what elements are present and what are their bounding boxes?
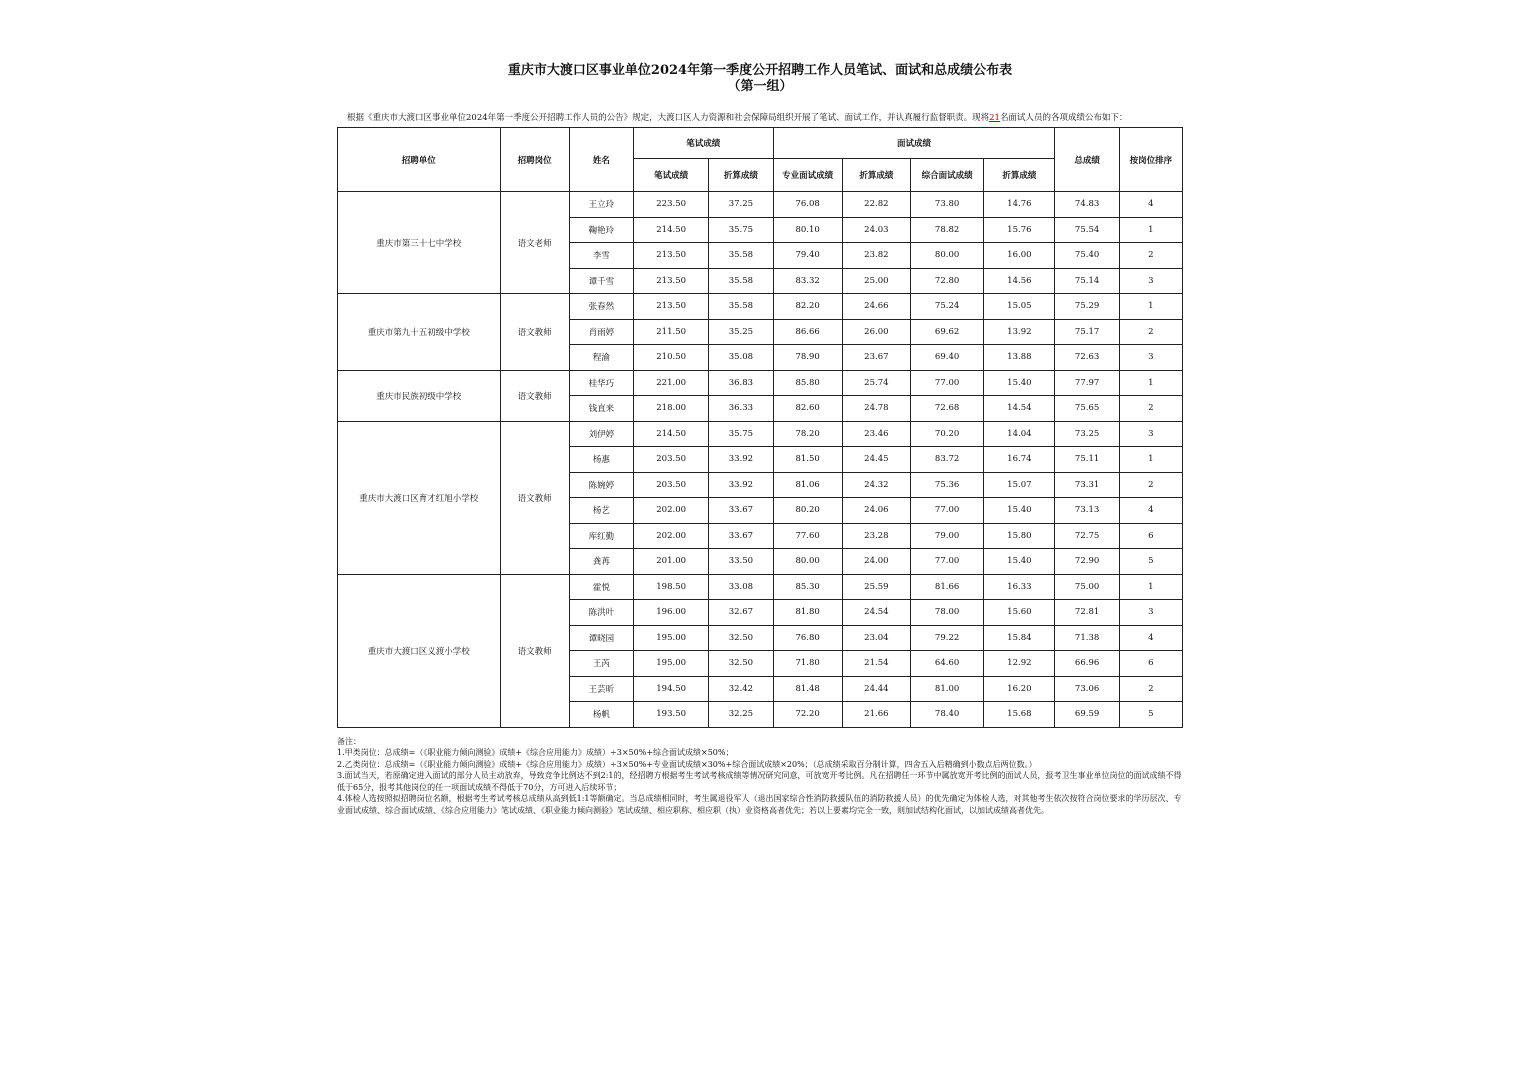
cell-prof-interview: 82.20 <box>773 294 842 320</box>
cell-written-score: 223.50 <box>634 192 709 218</box>
cell-unit: 重庆市大渡口区义渡小学校 <box>338 574 501 727</box>
notes-heading: 备注： <box>337 736 361 746</box>
cell-prof-interview: 77.60 <box>773 523 842 549</box>
cell-total: 77.97 <box>1055 370 1119 396</box>
cell-written-score: 210.50 <box>634 345 709 371</box>
table-row <box>338 574 1183 600</box>
cell-prof-interview: 81.48 <box>773 676 842 702</box>
header-total: 总成绩 <box>1055 128 1119 192</box>
cell-written-score: 214.50 <box>634 421 709 447</box>
cell-name: 谭晓园 <box>569 625 633 651</box>
cell-comp-interview: 83.72 <box>910 447 983 473</box>
document <box>337 62 1183 816</box>
cell-comp-interview: 69.62 <box>910 319 983 345</box>
results-table <box>337 127 1183 728</box>
cell-rank: 2 <box>1119 243 1182 269</box>
cell-unit: 重庆市第三十七中学校 <box>338 192 501 294</box>
cell-comp-interview: 77.00 <box>910 370 983 396</box>
document-subtitle: （第一组） <box>727 79 793 94</box>
cell-rank: 5 <box>1119 702 1182 728</box>
cell-written-score: 198.50 <box>634 574 709 600</box>
table-row <box>338 294 1183 320</box>
cell-comp-interview: 75.36 <box>910 472 983 498</box>
cell-written-score: 213.50 <box>634 243 709 269</box>
header-unit: 招聘单位 <box>338 128 501 192</box>
cell-written-score: 202.00 <box>634 498 709 524</box>
intro-paragraph <box>337 112 1183 124</box>
header-post: 招聘岗位 <box>500 128 569 192</box>
cell-written-converted: 33.92 <box>709 447 773 473</box>
table-row <box>338 192 1183 218</box>
cell-comp-interview: 72.80 <box>910 268 983 294</box>
cell-written-converted: 35.25 <box>709 319 773 345</box>
note-item: 2.乙类岗位：总成绩=（《职业能力倾向测验》成绩+《综合应用能力》成绩）÷3×50%+专业面试成绩×30%+综合面试成绩×20%；（总成绩采取百分制计算，四舍五入后精确到小数点后两位数。） <box>337 759 1037 769</box>
cell-rank: 4 <box>1119 498 1182 524</box>
cell-written-score: 214.50 <box>634 217 709 243</box>
cell-comp-converted: 12.92 <box>984 651 1055 677</box>
table-row <box>338 421 1183 447</box>
cell-comp-interview: 75.24 <box>910 294 983 320</box>
cell-prof-converted: 24.06 <box>842 498 910 524</box>
cell-written-converted: 35.58 <box>709 243 773 269</box>
cell-written-score: 193.50 <box>634 702 709 728</box>
cell-comp-converted: 15.40 <box>984 370 1055 396</box>
header-name: 姓名 <box>569 128 633 192</box>
cell-written-converted: 32.67 <box>709 600 773 626</box>
cell-name: 张春然 <box>569 294 633 320</box>
cell-comp-converted: 14.76 <box>984 192 1055 218</box>
cell-prof-interview: 83.32 <box>773 268 842 294</box>
cell-post: 语文教师 <box>500 421 569 574</box>
cell-written-converted: 32.42 <box>709 676 773 702</box>
cell-written-converted: 32.25 <box>709 702 773 728</box>
cell-prof-converted: 24.44 <box>842 676 910 702</box>
cell-rank: 1 <box>1119 217 1182 243</box>
cell-name: 王立玲 <box>569 192 633 218</box>
cell-comp-interview: 81.00 <box>910 676 983 702</box>
intro-text-after: 名面试人员的各项成绩公布如下： <box>999 113 1128 123</box>
cell-name: 陈洪叶 <box>569 600 633 626</box>
cell-written-score: 221.00 <box>634 370 709 396</box>
cell-unit: 重庆市大渡口区育才红旭小学校 <box>338 421 501 574</box>
cell-comp-converted: 15.80 <box>984 523 1055 549</box>
cell-prof-interview: 81.80 <box>773 600 842 626</box>
cell-rank: 3 <box>1119 345 1182 371</box>
cell-written-score: 203.50 <box>634 447 709 473</box>
cell-prof-converted: 26.00 <box>842 319 910 345</box>
cell-name: 肖雨婷 <box>569 319 633 345</box>
cell-rank: 2 <box>1119 396 1182 422</box>
header-written-converted: 折算成绩 <box>709 159 773 192</box>
cell-comp-converted: 15.40 <box>984 498 1055 524</box>
cell-written-score: 203.50 <box>634 472 709 498</box>
cell-prof-converted: 23.67 <box>842 345 910 371</box>
cell-total: 72.81 <box>1055 600 1119 626</box>
cell-rank: 6 <box>1119 523 1182 549</box>
cell-written-converted: 33.67 <box>709 523 773 549</box>
cell-comp-converted: 13.88 <box>984 345 1055 371</box>
cell-rank: 3 <box>1119 600 1182 626</box>
cell-total: 66.96 <box>1055 651 1119 677</box>
cell-prof-converted: 23.04 <box>842 625 910 651</box>
cell-rank: 4 <box>1119 625 1182 651</box>
cell-name: 李雪 <box>569 243 633 269</box>
cell-comp-converted: 15.40 <box>984 549 1055 575</box>
cell-prof-interview: 79.40 <box>773 243 842 269</box>
cell-name: 霍悦 <box>569 574 633 600</box>
cell-comp-converted: 15.68 <box>984 702 1055 728</box>
cell-written-converted: 33.50 <box>709 549 773 575</box>
header-comp-interview: 综合面试成绩 <box>910 159 983 192</box>
cell-comp-interview: 79.00 <box>910 523 983 549</box>
cell-prof-converted: 24.45 <box>842 447 910 473</box>
cell-written-score: 201.00 <box>634 549 709 575</box>
intro-count-highlight: 21 <box>989 113 1000 123</box>
cell-rank: 5 <box>1119 549 1182 575</box>
intro-text-before: 根据《重庆市大渡口区事业单位2024年第一季度公开招聘工作人员的公告》规定，大渡口区人力资源和社会保障局组织开展了笔试、面试工作，并认真履行监督职责。现将 <box>347 113 990 123</box>
cell-prof-converted: 25.59 <box>842 574 910 600</box>
cell-written-converted: 33.92 <box>709 472 773 498</box>
cell-prof-converted: 22.82 <box>842 192 910 218</box>
cell-name: 杨艺 <box>569 498 633 524</box>
cell-post: 语文教师 <box>500 294 569 371</box>
cell-comp-converted: 14.54 <box>984 396 1055 422</box>
header-written-group: 笔试成绩 <box>634 128 773 159</box>
cell-comp-converted: 16.33 <box>984 574 1055 600</box>
cell-prof-converted: 23.82 <box>842 243 910 269</box>
cell-comp-converted: 14.56 <box>984 268 1055 294</box>
cell-comp-converted: 16.74 <box>984 447 1055 473</box>
cell-rank: 6 <box>1119 651 1182 677</box>
cell-written-score: 213.50 <box>634 294 709 320</box>
cell-total: 75.29 <box>1055 294 1119 320</box>
cell-name: 程渝 <box>569 345 633 371</box>
cell-prof-interview: 76.80 <box>773 625 842 651</box>
cell-written-score: 213.50 <box>634 268 709 294</box>
cell-comp-converted: 15.76 <box>984 217 1055 243</box>
cell-written-score: 195.00 <box>634 625 709 651</box>
cell-comp-interview: 78.82 <box>910 217 983 243</box>
cell-name: 杨惠 <box>569 447 633 473</box>
cell-prof-interview: 76.08 <box>773 192 842 218</box>
cell-written-converted: 33.67 <box>709 498 773 524</box>
cell-rank: 1 <box>1119 294 1182 320</box>
cell-prof-interview: 85.30 <box>773 574 842 600</box>
cell-total: 73.13 <box>1055 498 1119 524</box>
cell-comp-interview: 72.68 <box>910 396 983 422</box>
cell-prof-converted: 25.74 <box>842 370 910 396</box>
cell-total: 75.40 <box>1055 243 1119 269</box>
cell-unit: 重庆市第九十五初级中学校 <box>338 294 501 371</box>
cell-total: 72.63 <box>1055 345 1119 371</box>
cell-prof-interview: 80.00 <box>773 549 842 575</box>
cell-prof-converted: 24.03 <box>842 217 910 243</box>
cell-rank: 1 <box>1119 447 1182 473</box>
cell-total: 74.83 <box>1055 192 1119 218</box>
cell-total: 75.17 <box>1055 319 1119 345</box>
cell-name: 鞠艳玲 <box>569 217 633 243</box>
cell-comp-interview: 81.66 <box>910 574 983 600</box>
cell-comp-interview: 70.20 <box>910 421 983 447</box>
cell-comp-interview: 64.60 <box>910 651 983 677</box>
cell-prof-interview: 78.90 <box>773 345 842 371</box>
cell-prof-converted: 24.54 <box>842 600 910 626</box>
cell-written-converted: 35.58 <box>709 268 773 294</box>
cell-written-converted: 32.50 <box>709 625 773 651</box>
cell-prof-interview: 80.20 <box>773 498 842 524</box>
cell-total: 72.75 <box>1055 523 1119 549</box>
cell-rank: 1 <box>1119 574 1182 600</box>
cell-comp-converted: 15.60 <box>984 600 1055 626</box>
header-prof-converted: 折算成绩 <box>842 159 910 192</box>
cell-total: 75.00 <box>1055 574 1119 600</box>
cell-name: 钱直来 <box>569 396 633 422</box>
cell-prof-converted: 24.66 <box>842 294 910 320</box>
cell-prof-converted: 23.46 <box>842 421 910 447</box>
cell-written-converted: 33.08 <box>709 574 773 600</box>
cell-total: 73.25 <box>1055 421 1119 447</box>
header-comp-converted: 折算成绩 <box>984 159 1055 192</box>
cell-post: 语文老师 <box>500 192 569 294</box>
cell-total: 75.65 <box>1055 396 1119 422</box>
cell-comp-interview: 73.80 <box>910 192 983 218</box>
cell-total: 75.54 <box>1055 217 1119 243</box>
cell-comp-converted: 14.04 <box>984 421 1055 447</box>
cell-rank: 3 <box>1119 268 1182 294</box>
cell-comp-converted: 16.20 <box>984 676 1055 702</box>
note-item: 4.体检人选按照拟招聘岗位名额，根据考生考试考核总成绩从高到低1:1等额确定。当总成绩相同时，考生属退役军人（退出国家综合性消防救援队伍的消防救援人员）的优先确定为体检人选，对其他考生依次按符合岗位要求的学历层次、专业面试成绩、综合面试成绩、《综合应用能力》笔试成绩、《职业能力倾向测验》笔试成绩、相应职称、相应职（执）业资格高者优先；若以上要素均完全一致，则加试结构化面试，以加试成绩高者优先。 <box>337 794 1182 815</box>
cell-prof-converted: 21.54 <box>842 651 910 677</box>
cell-rank: 4 <box>1119 192 1182 218</box>
cell-total: 71.38 <box>1055 625 1119 651</box>
cell-prof-converted: 24.78 <box>842 396 910 422</box>
cell-comp-interview: 78.40 <box>910 702 983 728</box>
cell-comp-converted: 15.07 <box>984 472 1055 498</box>
cell-written-score: 196.00 <box>634 600 709 626</box>
cell-prof-interview: 80.10 <box>773 217 842 243</box>
cell-prof-interview: 82.60 <box>773 396 842 422</box>
cell-prof-interview: 85.80 <box>773 370 842 396</box>
cell-written-converted: 36.83 <box>709 370 773 396</box>
cell-written-converted: 37.25 <box>709 192 773 218</box>
cell-prof-converted: 24.32 <box>842 472 910 498</box>
cell-comp-converted: 15.84 <box>984 625 1055 651</box>
cell-rank: 3 <box>1119 421 1182 447</box>
cell-comp-interview: 77.00 <box>910 498 983 524</box>
cell-total: 69.59 <box>1055 702 1119 728</box>
document-title: 重庆市大渡口区事业单位2024年第一季度公开招聘工作人员笔试、面试和总成绩公布表 <box>507 63 1013 78</box>
note-item: 3.面试当天，若原确定进入面试的部分人员主动放弃，导致竞争比例达不到2:1的，经招聘方根据考生考试考核成绩等情况研究同意，可放宽开考比例。凡在招聘任一环节中属放宽开考比例的面试人员，报考卫生事业单位岗位的面试成绩不得低于65分，报考其他岗位的任一项面试成绩不得低于70分，方可进入后续环节； <box>337 771 1182 792</box>
cell-written-converted: 36.33 <box>709 396 773 422</box>
cell-prof-converted: 23.28 <box>842 523 910 549</box>
header-written-score: 笔试成绩 <box>634 159 709 192</box>
cell-comp-interview: 78.00 <box>910 600 983 626</box>
cell-written-score: 211.50 <box>634 319 709 345</box>
cell-total: 75.14 <box>1055 268 1119 294</box>
cell-name: 王芸昕 <box>569 676 633 702</box>
cell-unit: 重庆市民族初级中学校 <box>338 370 501 421</box>
cell-name: 陈婉婷 <box>569 472 633 498</box>
cell-comp-converted: 16.00 <box>984 243 1055 269</box>
cell-name: 龚苒 <box>569 549 633 575</box>
cell-rank: 1 <box>1119 370 1182 396</box>
cell-rank: 2 <box>1119 472 1182 498</box>
cell-prof-converted: 25.00 <box>842 268 910 294</box>
table-body <box>338 192 1183 728</box>
cell-name: 王芮 <box>569 651 633 677</box>
header-rank: 按岗位排序 <box>1119 128 1182 192</box>
cell-written-converted: 35.08 <box>709 345 773 371</box>
header-interview-group: 面试成绩 <box>773 128 1055 159</box>
cell-prof-converted: 24.00 <box>842 549 910 575</box>
cell-prof-interview: 78.20 <box>773 421 842 447</box>
cell-prof-interview: 81.50 <box>773 447 842 473</box>
cell-name: 谭千雪 <box>569 268 633 294</box>
cell-comp-interview: 69.40 <box>910 345 983 371</box>
cell-prof-interview: 71.80 <box>773 651 842 677</box>
cell-name: 刘伊婷 <box>569 421 633 447</box>
table-row <box>338 370 1183 396</box>
cell-post: 语文教师 <box>500 574 569 727</box>
cell-total: 75.11 <box>1055 447 1119 473</box>
cell-name: 桂华巧 <box>569 370 633 396</box>
cell-written-converted: 35.75 <box>709 217 773 243</box>
cell-written-score: 218.00 <box>634 396 709 422</box>
cell-total: 73.06 <box>1055 676 1119 702</box>
cell-prof-interview: 81.06 <box>773 472 842 498</box>
cell-rank: 2 <box>1119 676 1182 702</box>
cell-comp-converted: 13.92 <box>984 319 1055 345</box>
cell-prof-converted: 21.66 <box>842 702 910 728</box>
cell-written-converted: 35.75 <box>709 421 773 447</box>
cell-comp-interview: 80.00 <box>910 243 983 269</box>
cell-written-score: 194.50 <box>634 676 709 702</box>
cell-prof-interview: 72.20 <box>773 702 842 728</box>
cell-total: 72.90 <box>1055 549 1119 575</box>
cell-written-converted: 35.58 <box>709 294 773 320</box>
cell-total: 73.31 <box>1055 472 1119 498</box>
cell-written-score: 202.00 <box>634 523 709 549</box>
cell-rank: 2 <box>1119 319 1182 345</box>
cell-comp-interview: 77.00 <box>910 549 983 575</box>
cell-name: 库红勤 <box>569 523 633 549</box>
cell-written-converted: 32.50 <box>709 651 773 677</box>
cell-name: 杨帆 <box>569 702 633 728</box>
cell-comp-interview: 79.22 <box>910 625 983 651</box>
cell-written-score: 195.00 <box>634 651 709 677</box>
cell-prof-interview: 86.66 <box>773 319 842 345</box>
cell-comp-converted: 15.05 <box>984 294 1055 320</box>
notes-section <box>337 736 1183 817</box>
header-prof-interview: 专业面试成绩 <box>773 159 842 192</box>
note-item: 1.甲类岗位：总成绩=（《职业能力倾向测验》成绩+《综合应用能力》成绩）÷3×50%+综合面试成绩×50%； <box>337 748 734 757</box>
cell-post: 语文教师 <box>500 370 569 421</box>
